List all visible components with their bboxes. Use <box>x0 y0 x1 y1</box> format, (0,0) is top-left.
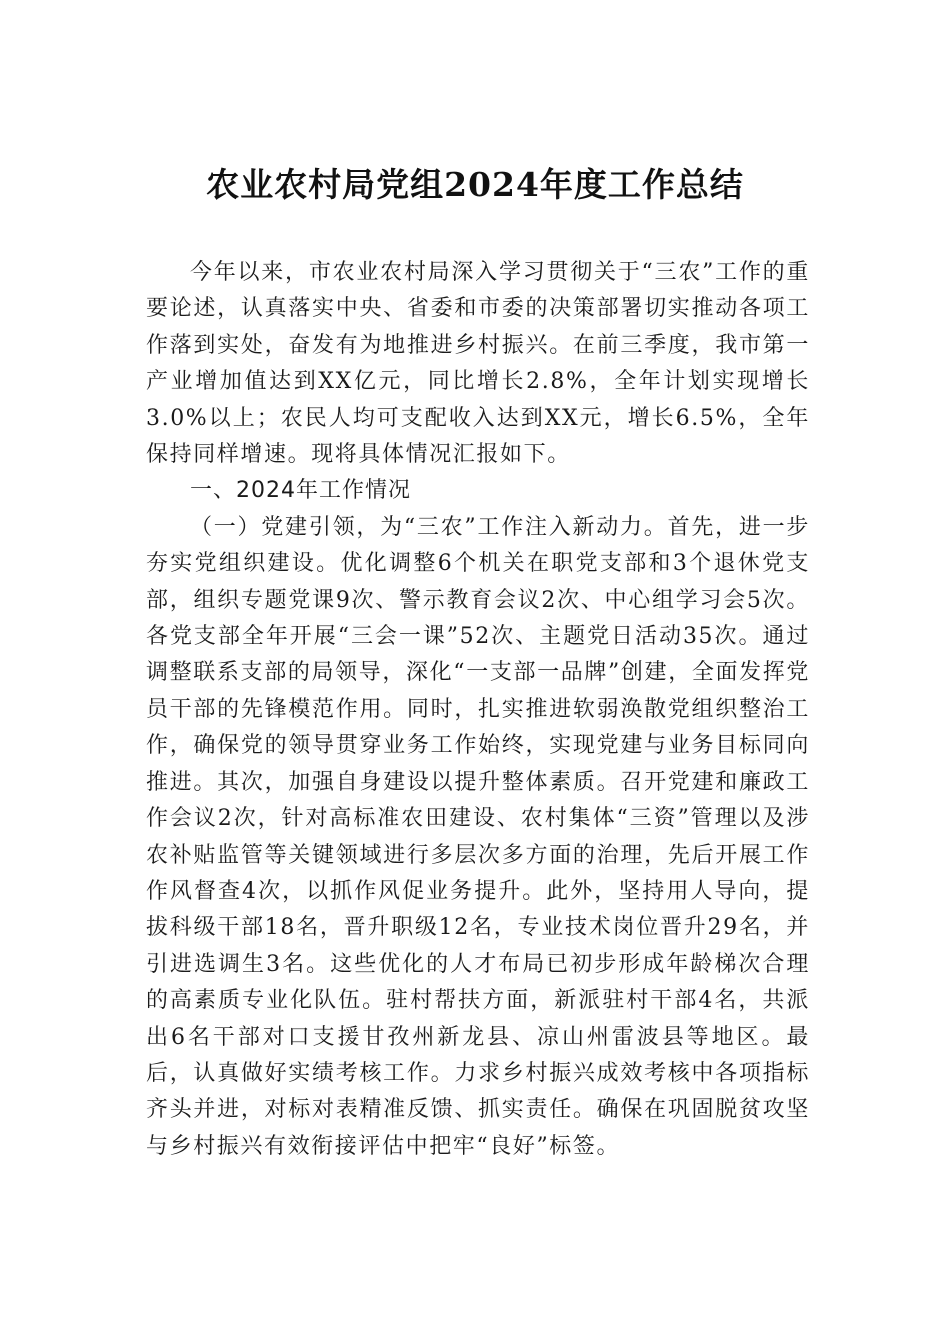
document-body <box>146 255 810 1165</box>
intro-paragraph: 今年以来，市农业农村局深入学习贯彻关于“三农”工作的重要论述，认真落实中央、省委和市委的决策部署切实推动各项工作落到实处，奋发有为地推进乡村振兴。在前三季度，我市第一产业增加值达到XX亿元，同比增长2.8%，全年计划实现增长3.0%以上；农民人均可支配收入达到XX元，增长6.5%，全年保持同样增速。现将具体情况汇报如下。 <box>146 260 810 468</box>
section-heading: 一、2024年工作情况 <box>190 478 411 504</box>
section-paragraph: （一）党建引领，为“三农”工作注入新动力。首先，进一步夯实党组织建设。优化调整6个机关在职党支部和3个退休党支部，组织专题党课9次、警示教育会议2次、中心组学习会5次。各党支部全年开展“三会一课”52次、主题党日活动35次。通过调整联系支部的局领导，深化“一支部一品牌”创建，全面发挥党员干部的先锋模范作用。同时，扎实推进软弱涣散党组织整治工作，确保党的领导贯穿业务工作始终，实现党建与业务目标同向推进。其次，加强自身建设以提升整体素质。召开党建和廉政工作会议2次，针对高标准农田建设、农村集体“三资”管理以及涉农补贴监管等关键领域进行多层次多方面的治理，先后开展工作作风督查4次，以抓作风促业务提升。此外，坚持用人导向，提拔科级干部18名，晋升职级12名，专业技术岗位晋升29名，并引进选调生3名。这些优化的人才布局已初步形成年龄梯次合理的高素质专业化队伍。驻村帮扶方面，新派驻村干部4名，共派出6名干部对口支援甘孜州新龙县、凉山州雷波县等地区。最后，认真做好实绩考核工作。力求乡村振兴成效考核中各项指标齐头并进，对标对表精准反馈、抓实责任。确保在巩固脱贫攻坚与乡村振兴有效衔接评估中把牢“良好”标签。 <box>146 514 810 1159</box>
document-title: 农业农村局党组2024年度工作总结 <box>206 165 744 204</box>
